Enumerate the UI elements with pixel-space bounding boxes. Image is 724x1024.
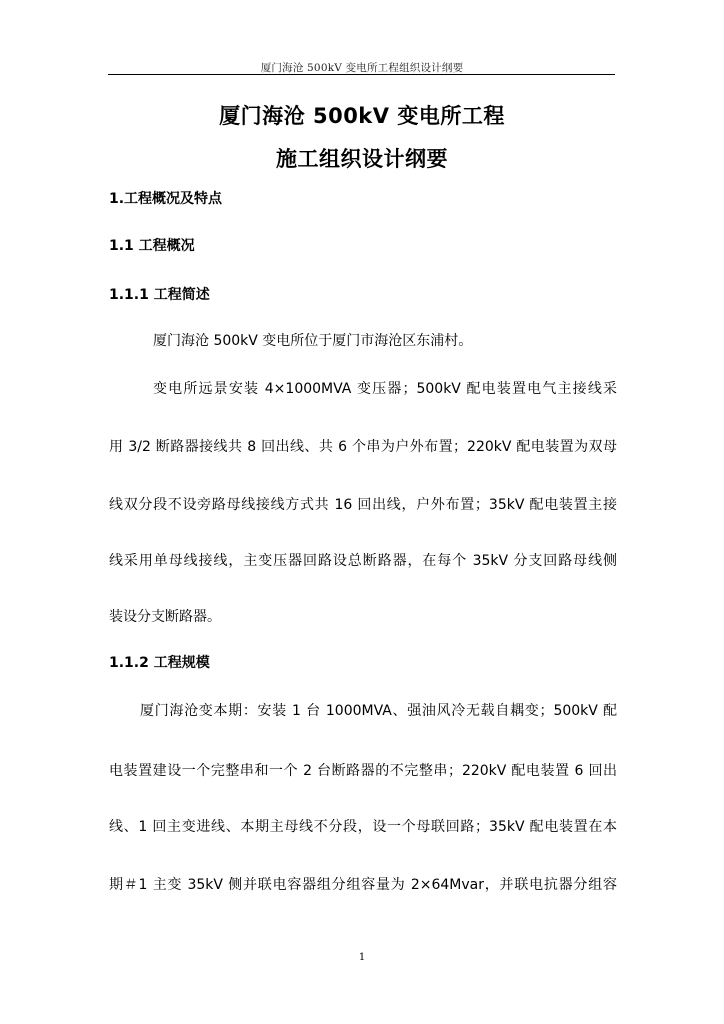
section-heading-1: 1.工程概况及特点 <box>109 191 223 207</box>
running-header: 厦门海沧 500kV 变电所工程组织设计纲要 <box>260 62 464 74</box>
section-heading-1-1-2: 1.1.2 工程规模 <box>109 655 210 671</box>
paragraph-line: 线双分段不设旁路母线接线方式共 16 回出线，户外布置；35kV 配电装置主接 <box>109 497 617 513</box>
paragraph-line: 用 3/2 断路器接线共 8 回出线、共 6 个串为户外布置；220kV 配电装置为双母 <box>109 439 617 455</box>
paragraph-line: 厦门海沧变本期：安装 1 台 1000MVA、强油风冷无载自耦变；500kV 配 <box>140 703 617 719</box>
paragraph-line: 期＃1 主变 35kV 侧并联电容器组分组容量为 2×64Mvar，并联电抗器分组容 <box>109 877 617 893</box>
document-title-line-2: 施工组织设计纲要 <box>276 147 448 171</box>
section-heading-1-1-1: 1.1.1 工程简述 <box>109 287 210 303</box>
paragraph-line: 线采用单母线接线，主变压器回路设总断路器，在每个 35kV 分支回路母线侧 <box>109 553 617 569</box>
paragraph-line: 厦门海沧 500kV 变电所位于厦门市海沧区东浦村。 <box>153 333 473 349</box>
paragraph-line: 线、1 回主变进线、本期主母线不分段，设一个母联回路；35kV 配电装置在本 <box>109 819 617 835</box>
section-heading-1-1: 1.1 工程概况 <box>109 238 195 254</box>
paragraph-line: 电装置建设一个完整串和一个 2 台断路器的不完整串；220kV 配电装置 6 回出 <box>109 763 617 779</box>
header-rule <box>108 74 615 75</box>
paragraph-line: 装设分支断路器。 <box>109 609 221 625</box>
paragraph-line: 变电所远景安装 4×1000MVA 变压器；500kV 配电装置电气主接线采 <box>153 381 617 397</box>
page-number: 1 <box>358 952 366 963</box>
document-title-line-1: 厦门海沧 500kV 变电所工程 <box>219 104 505 128</box>
